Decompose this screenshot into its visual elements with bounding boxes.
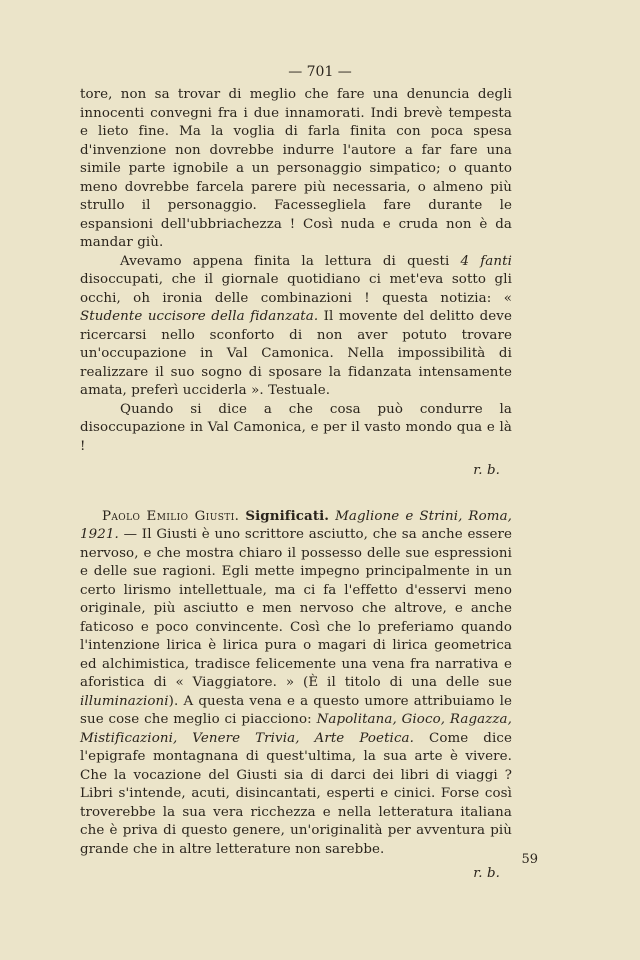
- review2-paragraph: [80, 507, 512, 860]
- review1-paragraph-1: tore, non sa trovar di meglio che fare una denuncia degli innocenti convegni fra i due innamorati. Indi brevè tempesta e lieto fine. Ma la voglia di farla finita con poca spesa d'invenzione non dovrebbe indurre l'autore a far fare una simile parte ignobile a un personaggio simpatico; o quanto meno dovrebbe farcela parere più necessaria, o almeno più strullo il personaggio. Facessegliela fare durante le espansioni dell'ubbriachezza ! Così nuda e cruda non è da mandar giù.: [80, 87, 512, 250]
- review1-signature: r. b.: [473, 463, 500, 478]
- text-span: Come dice l'epigrafe montagnana di quest'ultima, la sua arte è vivere. Che la vocazione del Giusti sia di darci dei libri di viaggi ? Libri s'intende, acuti, disincantati, esperti e cinici. Forse così troverebbe la sua vera ricchezza e nella letteratura italiana che è priva di questo genere, un'originalità per avventura più grande che in altre letterature non sarebbe.: [80, 730, 512, 857]
- review-book-title: Significati.: [245, 507, 330, 524]
- text-span: Il movente del delitto deve ricercarsi nello sconforto di non aver potuto trovare un'occupazione in Val Camonica. Nella impossibilità di realizzare il suo sogno di sposare la fidanzata intensamente amata, preferì ucciderla ». Testuale.: [80, 309, 513, 398]
- text-span: disoccupati, che il giornale quotidiano ci met'eva sotto gli occhi, oh ironia delle combinazioni ! questa notizia: «: [80, 272, 512, 306]
- review2-signature: r. b.: [473, 866, 500, 881]
- review1-paragraph-3: Quando si dice a che cosa può condurre la disoccupazione in Val Camonica, e per il vasto mondo qua e là !: [80, 401, 512, 454]
- review-author: Paolo Emilio Giusti.: [102, 508, 240, 524]
- page-number-header: — 701 —: [288, 64, 352, 80]
- news-headline: Studente uccisore della fidanzata.: [80, 309, 319, 324]
- work-titles-list: Napolitana, Gioco, Ragazza, Mistificazioni, Venere Trivia, Arte Poetica.: [80, 712, 512, 746]
- text-span: — Il Giusti è uno scrittore asciutto, che sa anche essere nervoso, e che mostra chiaro il possesso delle sue espressioni e delle sue ragioni. Egli mette impegno principalmente in un certo lirismo intellettuale, ma ci fa l'effetto d'esservi meno originale, più asciutto e men nervoso che altrove, e anche faticoso e poco convincente. Così che lo preferiamo quando l'intenzione lirica è lirica pura o magari di lirica geometrica ed alchimistica, tradisce felicemente una vena fra narrativa e aforistica di « Viaggiatore. » (È il titolo di una delle sue: [80, 527, 512, 690]
- review-publisher: Maglione e Strini, Roma, 1921.: [80, 508, 513, 542]
- signature-mark: 59: [521, 852, 538, 867]
- review1-paragraph-2: [80, 253, 512, 401]
- document-body: [80, 86, 512, 884]
- book-title: 4 fanti: [460, 253, 512, 269]
- work-title: illuminazioni: [80, 693, 169, 709]
- text-span: ). A questa vena e a questo umore attribuiamo le sue cose che meglio ci piacciono:: [80, 693, 512, 727]
- text-span: Avevamo appena finita la lettura di questi: [120, 253, 461, 269]
